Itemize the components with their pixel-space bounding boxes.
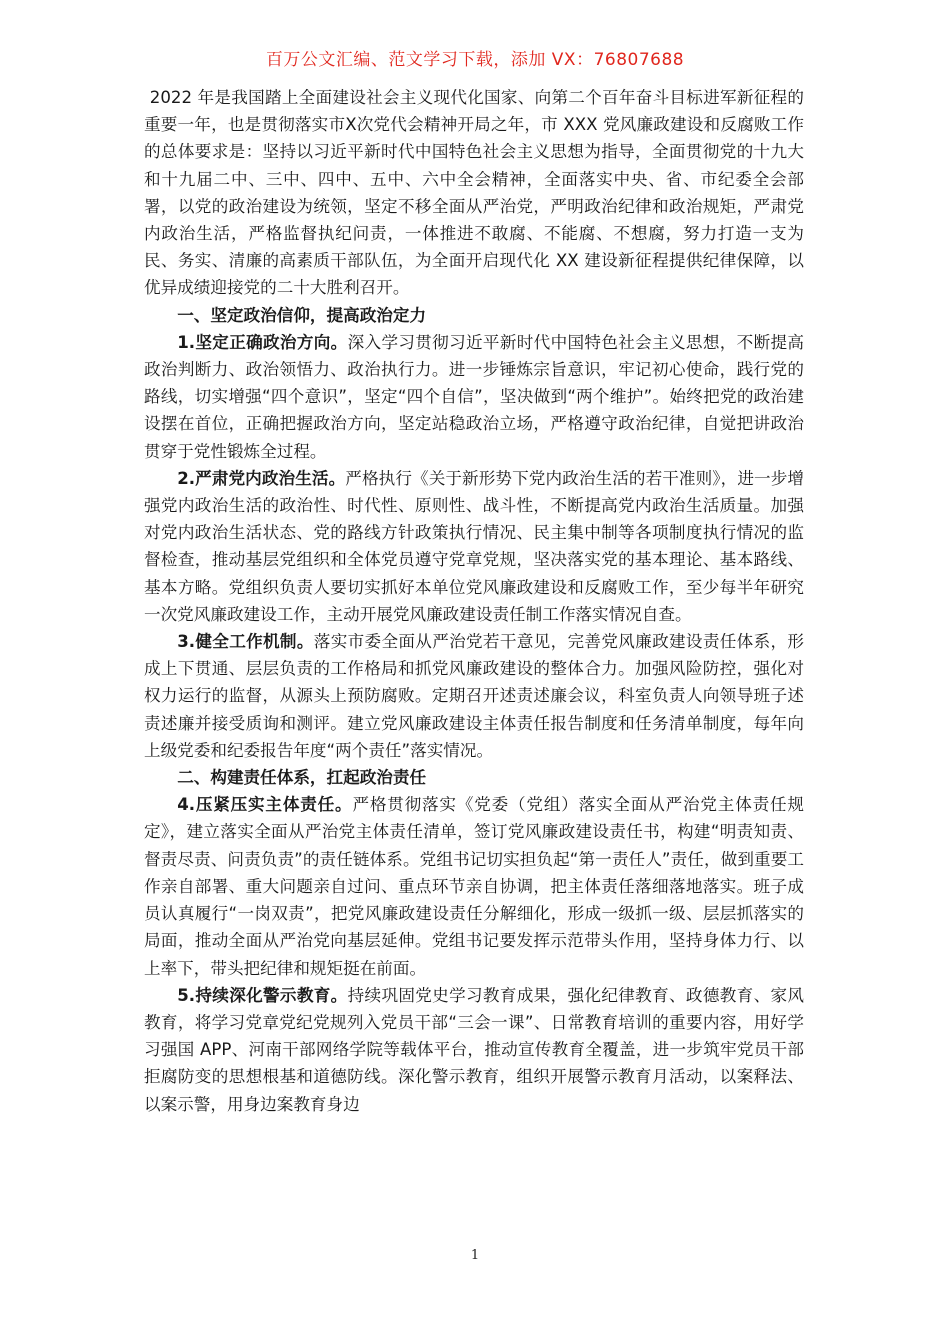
paragraph-lead: 2.严肃党内政治生活。	[177, 468, 346, 488]
paragraph-text: 落实市委全面从严治党若干意见，完善党风廉政建设责任体系，形成上下贯通、层层负责的工作格局和抓党风廉政建设的整体合力。加强风险防控，强化对权力运行的监督，从源头上预防腐败。定期召开述责述廉会议，科室负责人向领导班子述责述廉并接受质询和测评。建立党风廉政建设主体责任报告制度和任务清单制度，每年向上级党委和纪委报告年度“两个责任”落实情况。	[144, 632, 805, 760]
numbered-paragraph	[144, 791, 804, 981]
page-number: 1	[470, 1248, 480, 1263]
document-body	[144, 84, 804, 1118]
section-heading: 一、坚定政治信仰，提高政治定力	[177, 305, 427, 325]
paragraph-lead: 3.健全工作机制。	[177, 632, 314, 652]
numbered-paragraph	[144, 465, 804, 628]
numbered-paragraph	[144, 329, 804, 465]
paragraph-text: 持续巩固党史学习教育成果，强化纪律教育、政德教育、家风教育，将学习党章党纪党规列入党员干部“三会一课”、日常教育培训的重要内容，用好学习强国 APP、河南干部网络学院等载体平台，推动宣传教育全覆盖，进一步筑牢党员干部拒腐防变的思想根基和道德防线。深化警示教育，组织开展警示教育月活动，以案释法、以案示警，用身边案教育身边	[144, 985, 805, 1114]
section-heading: 二、构建责任体系，扛起政治责任	[177, 768, 427, 788]
paragraph-text: 严格执行《关于新形势下党内政治生活的若干准则》，进一步增强党内政治生活的政治性、时代性、原则性、战斗性，不断提高党内政治生活质量。加强对党内政治生活状态、党的路线方针政策执行情况、民主集中制等各项制度执行情况的监督检查，推动基层党组织和全体党员遵守党章党规，坚决落实党的基本理论、基本路线、基本方略。党组织负责人要切实抓好本单位党风廉政建设和反腐败工作，至少每半年研究一次党风廉政建设工作，主动开展党风廉政建设责任制工作落实情况自查。	[144, 468, 804, 624]
numbered-paragraph	[144, 628, 804, 764]
paragraph-text: 严格贯彻落实《党委（党组）落实全面从严治党主体责任规定》，建立落实全面从严治党主体责任清单，签订党风廉政建设责任书，构建“明责知责、督责尽责、问责负责”的责任链体系。党组书记切实担负起“第一责任人”责任，做到重要工作亲自部署、重大问题亲自过问、重点环节亲自协调，把主体责任落细落地落实。班子成员认真履行“一岗双责”，把党风廉政建设责任分解细化，形成一级抓一级、层层抓落实的局面，推动全面从严治党向基层延伸。党组书记要发挥示范带头作用，坚持身体力行、以上率下，带头把纪律和规矩挺在前面。	[144, 795, 804, 978]
paragraph-lead: 1.坚定正确政治方向。	[177, 332, 348, 352]
intro-paragraph: 2022 年是我国踏上全面建设社会主义现代化国家、向第二个百年奋斗目标进军新征程的重要一年，也是贯彻落实市Ⅹ次党代会精神开局之年，市 XXX 党风廉政建设和反腐败工作的总体要求是：坚持以习近平新时代中国特色社会主义思想为指导，全面贯彻党的十九大和十九届二中、三中、四中、五中、六中全会精神，全面落实中央、省、市纪委全会部署，以党的政治建设为统领，坚定不移全面从严治党，严明政治纪律和政治规矩，严肃党内政治生活，严格监督执纪问责，一体推进不敢腐、不能腐、不想腐，努力打造一支为民、务实、清廉的高素质干部队伍，为全面开启现代化 XX 建设新征程提供纪律保障，以优异成绩迎接党的二十大胜利召开。	[144, 88, 804, 298]
numbered-paragraph	[144, 982, 804, 1118]
paragraph-text: 深入学习贯彻习近平新时代中国特色社会主义思想，不断提高政治判断力、政治领悟力、政治执行力。进一步锤炼宗旨意识，牢记初心使命，践行党的路线，切实增强“四个意识”，坚定“四个自信”，坚决做到“两个维护”。始终把党的政治建设摆在首位，正确把握政治方向，坚定站稳政治立场，严格遵守政治纪律，自觉把讲政治贯穿于党性锻炼全过程。	[144, 332, 805, 461]
paragraph-lead: 4.压紧压实主体责任。	[177, 795, 353, 815]
header-banner: 百万公文汇编、范文学习下载，添加 VX：76807688	[265, 50, 685, 70]
paragraph-lead: 5.持续深化警示教育。	[177, 985, 348, 1005]
